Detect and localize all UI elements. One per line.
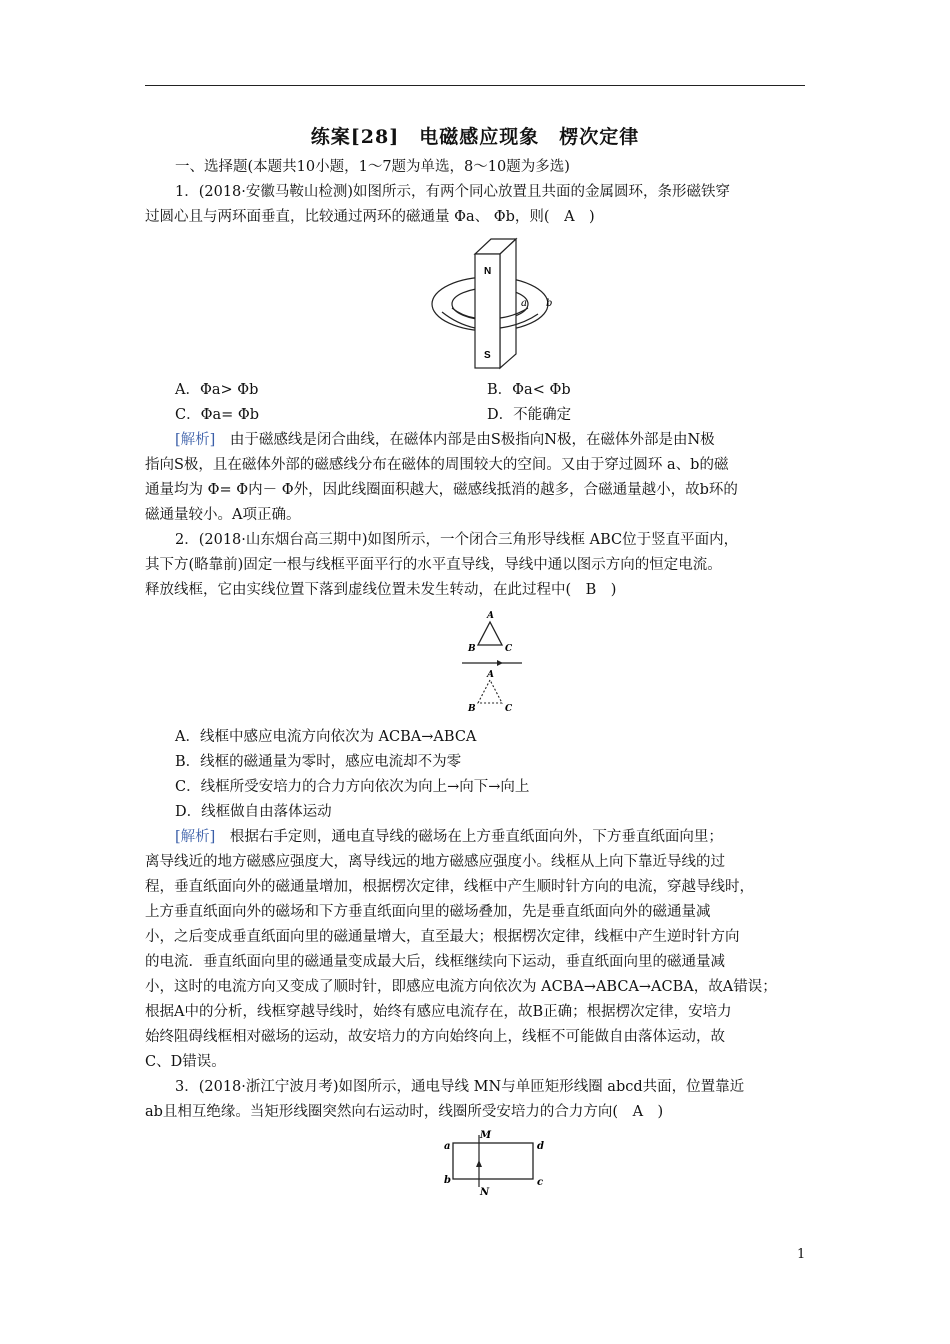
q1-label-s: S: [484, 350, 491, 361]
q2-label-b-top: B: [468, 644, 476, 654]
q2-explanation: C、D错误。: [145, 1054, 226, 1070]
page-number: 1: [797, 1247, 806, 1262]
q2-explanation: 始终阻碍线框相对磁场的运动，故安培力的方向始终向上，线框不可能做自由落体运动，故: [145, 1029, 725, 1045]
page-title: 练案[28] 电磁感应现象 楞次定律: [310, 126, 640, 148]
q2-option-a: A．线框中感应电流方向依次为 ACBA→ABCA: [175, 729, 477, 745]
q3-label-a: a: [444, 1141, 451, 1152]
q1-option-b: B．Φa< Φb: [487, 382, 571, 398]
section-heading: 一、选择题(本题共10小题，1～7题为单选，8～10题为多选): [175, 159, 570, 175]
q2-explanation: [解析] 根据右手定则，通电直导线的磁场在上方垂直纸面向外，下方垂直纸面向里；: [175, 829, 723, 845]
q2-label-b-bottom: B: [468, 704, 476, 714]
q1-explanation: 通量均为 Φ= Φ内－ Φ外，因此线圈面积越大，磁感线抵消的越多，合磁通量越小，故b环的: [145, 482, 738, 498]
q2-explanation: 的电流．垂直纸面向里的磁通量变成最大后，线框继续向下运动，垂直纸面向里的磁通量减: [145, 954, 725, 970]
explanation-tag: [解析]: [175, 432, 216, 448]
q1-label-b: b: [546, 298, 553, 309]
q2-label-a-top: A: [487, 611, 494, 621]
q1-explanation: [解析] 由于磁感线是闭合曲线，在磁体内部是由S极指向N极，在磁体外部是由N极: [175, 432, 715, 448]
q2-text: 2．(2018·山东烟台高三期中)如图所示，一个闭合三角形导线框 ABC位于竖直平面内，: [175, 532, 739, 548]
q3-label-c: c: [537, 1177, 544, 1188]
q2-label-a-bottom: A: [487, 670, 494, 680]
q1-option-c: C．Φa= Φb: [175, 407, 260, 423]
q3-label-m: M: [480, 1130, 492, 1141]
q2-text: 释放线框，它由实线位置下落到虚线位置未发生转动，在此过程中( B ): [145, 582, 617, 598]
q3-label-b: b: [444, 1175, 451, 1186]
q2-explanation: 离导线近的地方磁感应强度大，离导线远的地方磁感应强度小。线框从上向下靠近导线的过: [145, 854, 725, 870]
q2-option-b: B．线框的磁通量为零时，感应电流却不为零: [175, 754, 462, 770]
top-rule: [145, 85, 805, 86]
q1-option-d: D．不能确定: [487, 407, 572, 423]
q1-magnet-figure: [430, 236, 560, 372]
q3-text: ab且相互绝缘。当矩形线圈突然向右运动时，线圈所受安培力的合力方向( A ): [145, 1104, 664, 1120]
q2-triangle-figure: [455, 605, 530, 720]
q2-label-c-top: C: [505, 644, 513, 654]
q3-text: 3．(2018·浙江宁波月考)如图所示，通电导线 MN与单匝矩形线圈 abcd共面，位置靠近: [175, 1079, 745, 1095]
q3-label-n: N: [480, 1187, 490, 1198]
q3-label-d: d: [537, 1141, 544, 1152]
q1-text: 过圆心且与两环面垂直，比较通过两环的磁通量 Φa、 Φb，则( A ): [145, 209, 595, 225]
q1-option-a: A．Φa> Φb: [175, 382, 259, 398]
q1-label-n: N: [484, 266, 492, 277]
q2-option-d: D．线框做自由落体运动: [175, 804, 332, 820]
q2-explanation: 小，这时的电流方向又变成了顺时针，即感应电流方向依次为 ACBA→ABCA→ACBA，故A错误；: [145, 979, 777, 995]
q3-rectangle-figure: [438, 1127, 548, 1199]
q1-label-a: a: [521, 298, 527, 309]
q2-label-c-bottom: C: [505, 704, 513, 714]
q1-text: 1．(2018·安徽马鞍山检测)如图所示，有两个同心放置且共面的金属圆环，条形磁铁穿: [175, 184, 731, 200]
explanation-tag: [解析]: [175, 829, 216, 845]
q2-option-c: C．线框所受安培力的合力方向依次为向上→向下→向上: [175, 779, 530, 795]
q2-text: 其下方(略靠前)固定一根与线框平面平行的水平直导线，导线中通以图示方向的恒定电流。: [145, 557, 722, 573]
q2-explanation: 程，垂直纸面向外的磁通量增加，根据楞次定律，线框中产生顺时针方向的电流，穿越导线时，: [145, 879, 754, 895]
q2-explanation: 小，之后变成垂直纸面向里的磁通量增大，直至最大；根据楞次定律，线框中产生逆时针方向: [145, 929, 740, 945]
q2-explanation: 根据A中的分析，线框穿越导线时，始终有感应电流存在，故B正确；根据楞次定律，安培力: [145, 1004, 732, 1020]
q2-explanation: 上方垂直纸面向外的磁场和下方垂直纸面向里的磁场叠加，先是垂直纸面向外的磁通量减: [145, 904, 711, 920]
q1-explanation: 磁通量较小。A项正确。: [145, 507, 301, 523]
q1-explanation: 指向S极，且在磁体外部的磁感线分布在磁体的周围较大的空间。又由于穿过圆环 a、b的磁: [145, 457, 729, 473]
